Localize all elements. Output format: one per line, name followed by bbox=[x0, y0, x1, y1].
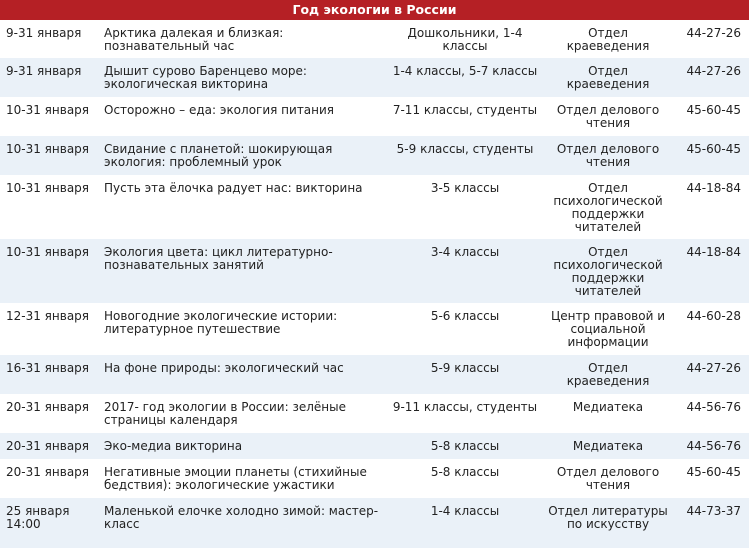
table-row bbox=[0, 433, 749, 459]
table-row bbox=[0, 498, 749, 548]
event-title: Пусть эта ёлочка радует нас: викторина bbox=[104, 181, 363, 195]
events-table bbox=[0, 20, 749, 548]
table-row bbox=[0, 303, 749, 355]
event-department: Отдел делового чтения bbox=[556, 103, 660, 130]
event-date: 10-31 января bbox=[0, 136, 100, 175]
event-title: 2017- год экологии в России: зелёные страницы календаря bbox=[104, 400, 346, 427]
event-department: Отдел литературы по искусству bbox=[542, 498, 674, 548]
table-row bbox=[0, 459, 749, 498]
event-title: Экология цвета: цикл литературно-познавательных занятий bbox=[100, 239, 388, 303]
event-title: Арктика далекая и близкая: познавательный час bbox=[104, 26, 284, 53]
event-audience: 5-9 классы, студенты bbox=[388, 136, 542, 175]
event-department: Отдел краеведения bbox=[542, 355, 674, 394]
event-phone: 44-27-26 bbox=[686, 26, 741, 40]
event-audience: 1-4 классы, 5-7 классы bbox=[388, 58, 542, 97]
event-phone: 45-60-45 bbox=[686, 103, 741, 117]
event-department: Отдел краеведения bbox=[566, 26, 650, 53]
table-row bbox=[0, 175, 749, 239]
event-date: 20-31 января bbox=[6, 400, 90, 414]
event-department: Отдел психологической поддержки читателей bbox=[553, 181, 663, 234]
event-title: Новогодние экологические истории: литературное путешествие bbox=[104, 309, 338, 336]
table-row bbox=[0, 97, 749, 136]
event-phone: 44-73-37 bbox=[674, 498, 749, 548]
event-audience: 3-4 классы bbox=[388, 239, 542, 303]
event-date: 10-31 января bbox=[6, 181, 90, 195]
table-row bbox=[0, 355, 749, 394]
event-title: Негативные эмоции планеты (стихийные бедствия): экологические ужастики bbox=[104, 465, 367, 492]
event-audience: 3-5 классы bbox=[430, 181, 500, 195]
event-audience: 5-6 классы bbox=[430, 309, 500, 323]
event-audience: 9-11 классы, студенты bbox=[392, 400, 538, 414]
event-phone: 44-56-76 bbox=[674, 433, 749, 459]
event-date: 10-31 января bbox=[0, 239, 100, 303]
event-department: Медиатека bbox=[572, 400, 644, 414]
event-audience: Дошкольники, 1-4 классы bbox=[407, 26, 523, 53]
event-department: Отдел психологической поддержки читателей bbox=[542, 239, 674, 303]
table-row bbox=[0, 136, 749, 175]
event-department: Медиатека bbox=[542, 433, 674, 459]
event-department: Центр правовой и социальной информации bbox=[550, 309, 666, 349]
event-date: 16-31 января bbox=[0, 355, 100, 394]
event-audience: 5-9 классы bbox=[388, 355, 542, 394]
event-title: Дышит сурово Баренцево море: экологическая викторина bbox=[100, 58, 388, 97]
table-title-text: Год экологии в России bbox=[292, 2, 457, 17]
event-phone: 44-60-28 bbox=[686, 309, 741, 323]
event-title: На фоне природы: экологический час bbox=[100, 355, 388, 394]
table-title bbox=[0, 0, 749, 20]
event-date: 25 января 14:00 bbox=[0, 498, 100, 548]
event-audience: 7-11 классы, студенты bbox=[392, 103, 538, 117]
event-audience: 1-4 классы bbox=[388, 498, 542, 548]
event-phone: 44-18-84 bbox=[674, 239, 749, 303]
table-row bbox=[0, 394, 749, 433]
event-phone: 45-60-45 bbox=[686, 465, 741, 479]
event-phone: 45-60-45 bbox=[674, 136, 749, 175]
event-phone: 44-27-26 bbox=[674, 355, 749, 394]
table-row bbox=[0, 239, 749, 303]
event-date: 9-31 января bbox=[0, 58, 100, 97]
event-phone: 44-27-26 bbox=[674, 58, 749, 97]
event-department: Отдел делового чтения bbox=[556, 465, 660, 492]
event-date: 9-31 января bbox=[6, 26, 82, 40]
event-title: Маленькой елочке холодно зимой: мастер-класс bbox=[100, 498, 388, 548]
event-department: Отдел делового чтения bbox=[542, 136, 674, 175]
event-date: 20-31 января bbox=[6, 465, 90, 479]
event-date: 12-31 января bbox=[6, 309, 90, 323]
event-audience: 5-8 классы bbox=[388, 433, 542, 459]
event-title: Эко-медиа викторина bbox=[100, 433, 388, 459]
table-row bbox=[0, 58, 749, 97]
event-date: 10-31 января bbox=[6, 103, 90, 117]
event-audience: 5-8 классы bbox=[430, 465, 500, 479]
table-row bbox=[0, 20, 749, 58]
event-title: Свидание с планетой: шокирующая экология: проблемный урок bbox=[100, 136, 388, 175]
event-date: 20-31 января bbox=[0, 433, 100, 459]
event-phone: 44-56-76 bbox=[686, 400, 741, 414]
event-phone: 44-18-84 bbox=[686, 181, 741, 195]
event-title: Осторожно – еда: экология питания bbox=[104, 103, 335, 117]
event-department: Отдел краеведения bbox=[542, 58, 674, 97]
